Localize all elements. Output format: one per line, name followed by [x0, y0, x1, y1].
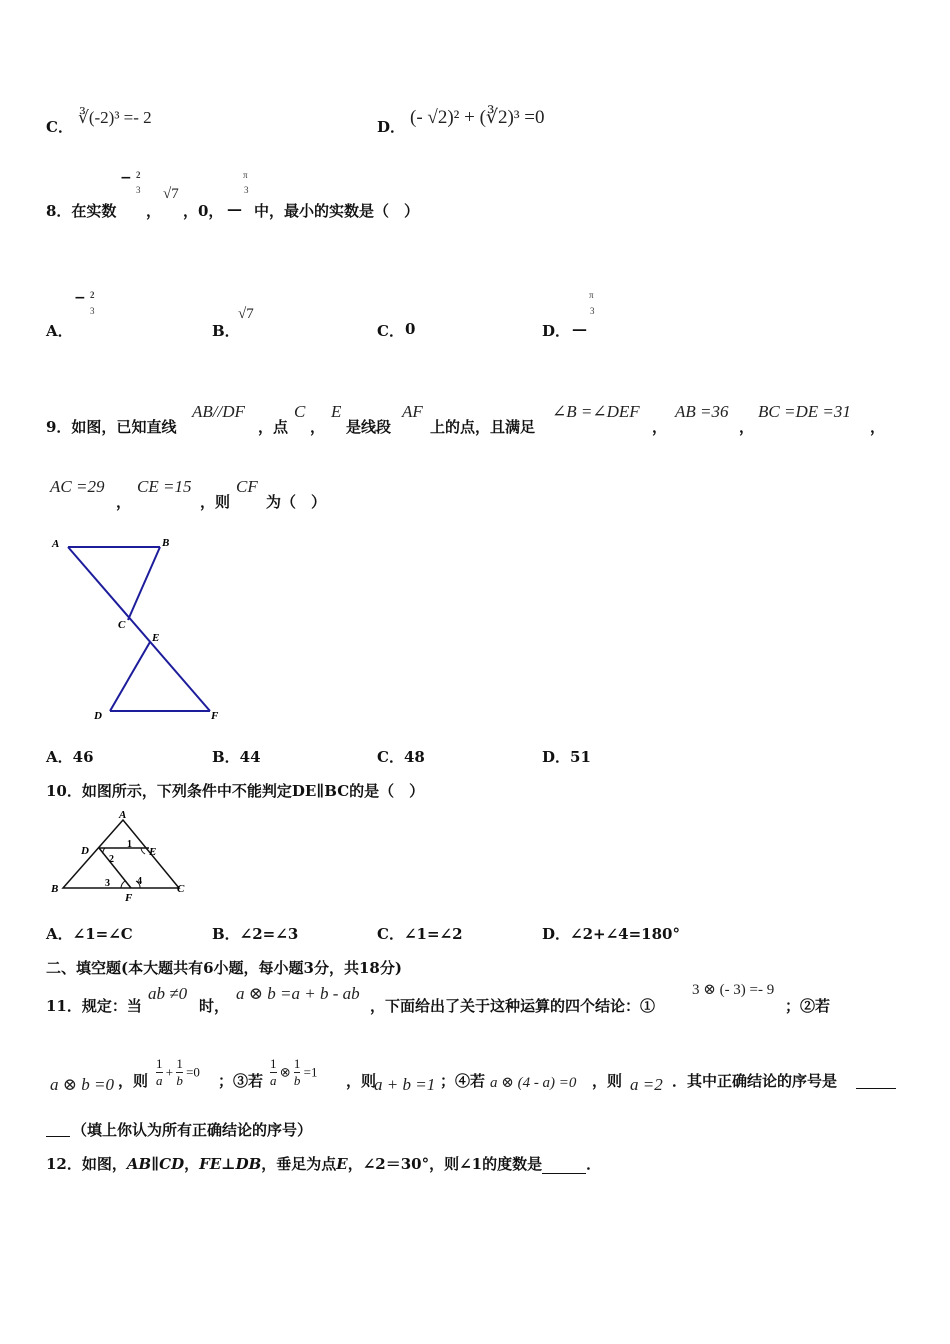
q9-text-9: ，则 [200, 493, 231, 511]
q11-frac1-num: 1 [156, 1056, 163, 1071]
q10-label-b: B [51, 883, 59, 895]
q10-label-d: D [81, 845, 89, 857]
q7-option-d-expr: (- √2)² + (∛2)³ =0 [410, 107, 545, 128]
q8-option-d-minus: — [572, 320, 587, 338]
q7-option-d-label: D． [377, 118, 406, 136]
q10-label-4: 4 [137, 876, 142, 887]
q10-option-d: D．∠2+∠4=180° [542, 925, 680, 943]
q9-expr-angle: ∠B =∠DEF [552, 402, 640, 421]
q9-text-5: ， [652, 418, 668, 436]
q8-frac-num: 2 [136, 170, 141, 180]
q10-label-e: E [149, 846, 157, 858]
q8-option-d-label: D． [542, 322, 571, 340]
q11-l2-text-2: ；③若 [218, 1072, 264, 1090]
q11-l2-text-4: ；④若 [440, 1072, 486, 1090]
q10-angle-1-arc [141, 848, 145, 854]
q9-seg-af [68, 547, 210, 711]
q8-stem-number: 8．在实数 [46, 202, 117, 220]
q9-text-10: 为（ ） [266, 493, 327, 511]
q10-stem: 10．如图所示，下列条件中不能判定DE∥BC的是（ ） [46, 782, 425, 800]
q8-neg-sign: − [120, 170, 132, 186]
q11-frac-sum-tail: =0 [186, 1064, 200, 1080]
q12-end: ． [586, 1155, 602, 1173]
q11-expr-a-otimes-b-0: a ⊗ b =0 [50, 1075, 114, 1094]
q8-option-a-label: A． [46, 322, 73, 340]
q8-option-a-neg: − [74, 290, 86, 306]
q11-frac-otimes: $\frac{1}{a}$ ⊗ $\frac{1}{b}$ =1 [270, 1056, 318, 1088]
q11-expr-claim-1: 3 ⊗ (- 3) =- 9 [692, 982, 775, 998]
q8-option-d-den: 3 [590, 306, 595, 316]
q9-expr-c: C [294, 402, 306, 421]
q9-expr-ce15: CE =15 [137, 477, 192, 496]
q11-frac3-den: a [270, 1073, 277, 1088]
q8-minus: — [227, 200, 242, 218]
q11-l2-text-3: ，则 [346, 1072, 377, 1090]
q9-expr-e: E [331, 402, 342, 421]
q8-sqrt7: √7 [163, 186, 179, 202]
q8-option-a-den: 3 [90, 306, 95, 316]
q9-option-c: C．48 [377, 748, 425, 766]
q8-pi: π [243, 170, 248, 180]
q11-frac2-den: b [176, 1073, 183, 1088]
q11-expr-definition: a ⊗ b =a + b - ab [236, 984, 360, 1003]
q9-text-2: ， [310, 418, 326, 436]
q8-mid: ，0， [183, 202, 224, 220]
q9-figure [40, 530, 240, 730]
q9-expr-ab36: AB =36 [675, 402, 729, 421]
q11-frac-sum: $\frac{1}{a}$ + $\frac{1}{b}$ =0 [156, 1056, 200, 1088]
q9-label-b: B [162, 537, 170, 549]
q11-expr-a-plus-b: a + b =1 [374, 1075, 436, 1094]
q9-label-a: A [52, 538, 60, 550]
q9-stem-number: 9．如图，已知直线 [46, 418, 177, 436]
q7-option-c-label: C． [46, 118, 73, 136]
q10-option-a: A．∠1=∠C [46, 925, 133, 943]
q11-l2-text-1: ，则 [118, 1072, 149, 1090]
q11-frac4-num: 1 [293, 1056, 301, 1071]
q12-comma: ， [184, 1155, 200, 1173]
q10-label-3: 3 [105, 878, 110, 889]
q8-pi-den: 3 [244, 185, 249, 195]
q8-option-b-value: √7 [238, 306, 254, 322]
q10-label-2: 2 [109, 854, 114, 865]
q8-option-d-pi: π [589, 290, 594, 300]
q10-figure [45, 808, 195, 908]
q9-text-6: ， [739, 418, 755, 436]
q9-seg-bc [128, 547, 160, 620]
q11-l2-text-6: ．其中正确结论的序号是 [672, 1072, 838, 1090]
q12-expr-e: E [336, 1155, 348, 1173]
q11-text-2: 时， [199, 997, 230, 1015]
q10-label-1: 1 [127, 839, 132, 850]
q11-frac4-den: b [293, 1073, 301, 1088]
q11-expr-a-eq-2: a =2 [630, 1075, 663, 1094]
q12-answer-blank[interactable] [542, 1159, 586, 1174]
q11-frac1-den: a [156, 1073, 163, 1088]
q11-frac-otimes-tail: =1 [303, 1064, 318, 1080]
q9-option-d: D．51 [542, 748, 591, 766]
q9-expr-bc-de: BC =DE =31 [758, 402, 851, 421]
q10-angle-3-arc [121, 881, 125, 888]
q11-text-1: 11．规定：当 [46, 997, 142, 1015]
q9-text-1: ，点 [258, 418, 289, 436]
q9-expr-af: AF [402, 402, 423, 421]
q11-answer-blank-2[interactable] [46, 1118, 70, 1137]
q11-answer-blank-1[interactable] [856, 1070, 896, 1089]
q10-option-c: C．∠1=∠2 [377, 925, 463, 943]
section-2-heading: 二、填空题(本大题共有6小题，每小题3分，共18分) [46, 959, 402, 977]
q9-expr-cf: CF [236, 477, 258, 496]
q11-note: （填上你认为所有正确结论的序号） [72, 1121, 313, 1139]
q11-frac2-num: 1 [176, 1056, 183, 1071]
q10-label-a: A [119, 809, 127, 821]
q12-expr-fe-db: FE⊥DB [199, 1155, 262, 1173]
q12-text-3: ，∠2＝30°，则∠1的度数是 [347, 1155, 543, 1173]
q12-text-2: ，垂足为点 [261, 1155, 337, 1173]
q11-text-4: ；②若 [785, 997, 831, 1015]
q11-l2-text-5: ，则 [592, 1072, 623, 1090]
q11-text-3: ，下面给出了关于这种运算的四个结论：① [370, 997, 656, 1015]
q9-seg-ed [110, 642, 150, 711]
q9-text-7: ， [870, 418, 886, 436]
q10-option-b: B．∠2=∠3 [212, 925, 299, 943]
q9-label-d: D [94, 710, 102, 722]
q11-frac3-num: 1 [270, 1056, 277, 1071]
q8-sep: ， [146, 202, 162, 220]
q9-text-8: ， [116, 493, 132, 511]
q8-stem-tail: 中，最小的实数是（ ） [254, 202, 420, 220]
q8-option-c-label: C． [377, 322, 404, 340]
q12-stem [46, 1153, 601, 1174]
q9-expr-ab-parallel-df: AB//DF [192, 402, 245, 421]
q10-label-f: F [125, 892, 133, 904]
q9-option-b: B．44 [212, 748, 261, 766]
q10-label-c: C [177, 883, 185, 895]
q9-label-e: E [152, 632, 160, 644]
q9-label-f: F [211, 710, 219, 722]
q8-option-c-value: 0 [405, 320, 416, 338]
q9-text-4: 上的点，且满足 [430, 418, 536, 436]
q8-frac-den: 3 [136, 185, 141, 195]
q9-text-3: 是线段 [346, 418, 392, 436]
q9-expr-ac29: AC =29 [50, 477, 105, 496]
q12-expr-ab-cd: AB∥CD [126, 1155, 185, 1173]
q12-text-1: 12．如图， [46, 1155, 127, 1173]
q8-option-a-num: 2 [90, 290, 95, 300]
q7-option-c-expr: ∛(-2)³ =- 2 [78, 108, 152, 127]
q10-seg-df [99, 848, 131, 888]
q11-expr-ab-ne-0: ab ≠0 [148, 984, 188, 1003]
q8-option-b-label: B． [212, 322, 240, 340]
q9-label-c: C [118, 619, 126, 631]
q9-option-a: A．46 [46, 748, 94, 766]
q11-expr-claim-4: a ⊗ (4 - a) =0 [490, 1075, 577, 1091]
